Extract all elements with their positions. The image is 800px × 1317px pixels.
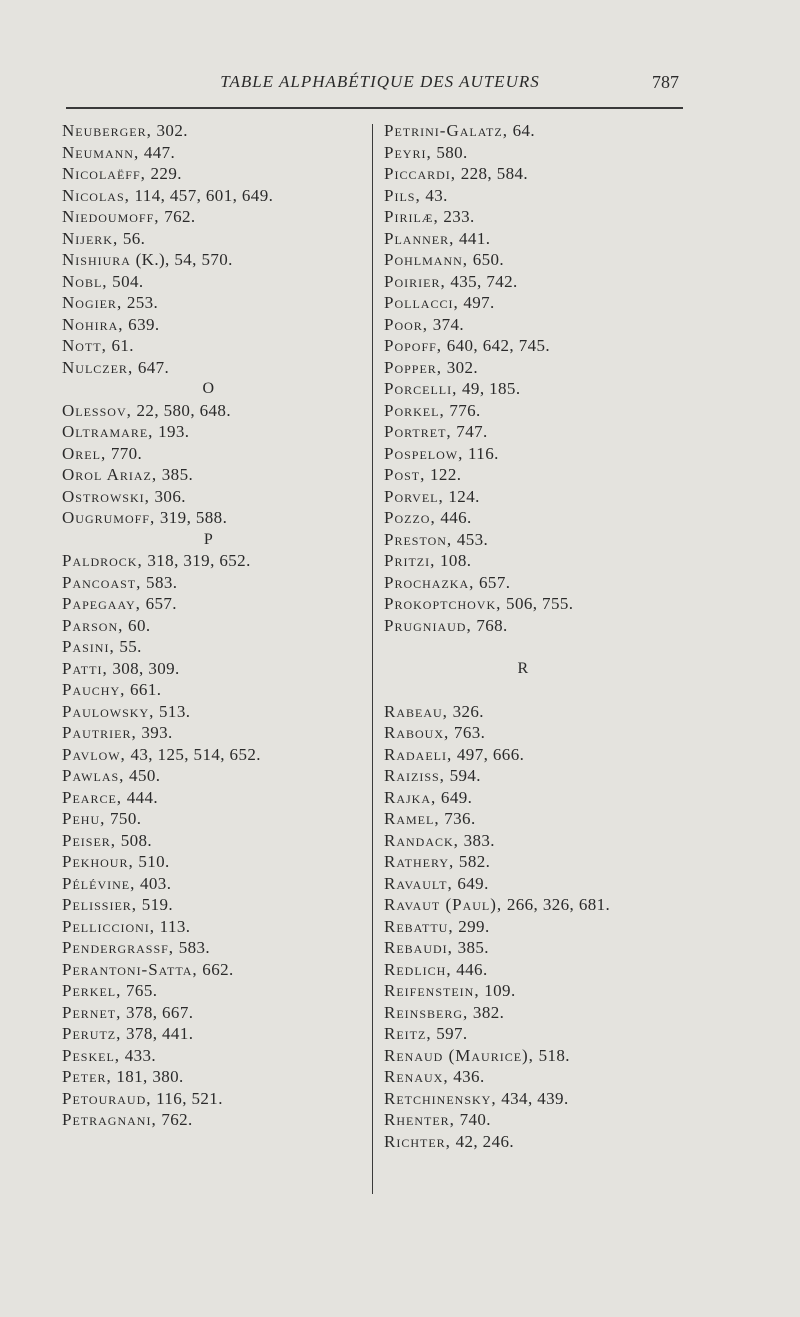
author-name: Peiser, — [62, 830, 117, 850]
index-entry — [62, 1002, 367, 1024]
index-entry — [384, 486, 684, 508]
index-entry — [384, 271, 684, 293]
page-references: 229. — [145, 164, 182, 183]
right-index-column — [384, 120, 684, 1152]
author-name: Poor, — [384, 314, 429, 334]
page-references: 382. — [468, 1002, 505, 1022]
author-name: Pasini, — [62, 637, 115, 656]
author-name: Peter, — [62, 1067, 112, 1086]
index-entry — [62, 486, 367, 508]
index-entry — [62, 1023, 367, 1045]
index-entry — [384, 314, 684, 336]
index-entry — [384, 1023, 684, 1045]
page-references: 662. — [197, 959, 234, 979]
author-name: Nott, — [62, 336, 107, 355]
author-name: Ostrowski, — [62, 486, 150, 506]
author-name: Retchinensky, — [384, 1088, 497, 1108]
page-references: 446. — [435, 508, 472, 527]
page-references: 446. — [451, 959, 488, 979]
author-name: Petouraud, — [62, 1088, 152, 1108]
index-entry — [384, 615, 684, 637]
page-references: 385. — [157, 465, 194, 484]
index-entry — [384, 744, 684, 766]
index-entry — [62, 400, 367, 422]
page-references: 193. — [153, 422, 190, 441]
index-entry — [62, 808, 367, 830]
index-entry — [384, 529, 684, 551]
index-entry — [384, 550, 684, 572]
page-references: 233. — [438, 207, 475, 226]
author-name: Pavlow, — [62, 744, 126, 764]
page-references: 378, 667. — [121, 1002, 194, 1022]
author-name: Nicolas, — [62, 185, 130, 205]
author-name: Pearce, — [62, 787, 123, 807]
author-name: Orol Ariaz, — [62, 465, 158, 484]
author-name: Pélévine, — [62, 873, 136, 893]
author-name: Prochazka, — [384, 572, 475, 592]
author-name: Pernet, — [62, 1002, 122, 1022]
author-name: Popoff, — [384, 336, 443, 355]
page-references: 583. — [141, 572, 178, 592]
index-entry — [62, 206, 367, 228]
page-references: 22, 580, 648. — [131, 400, 231, 420]
index-entry — [62, 1088, 367, 1110]
index-entry — [384, 378, 684, 400]
author-name: Pauchy, — [62, 680, 126, 699]
index-entry — [384, 443, 684, 465]
page-references: 497, 666. — [452, 744, 525, 764]
page-references: 776. — [444, 400, 481, 420]
author-name: Nicolaëff, — [62, 164, 146, 183]
page-references: 750. — [105, 809, 142, 828]
author-name: Pawlas, — [62, 766, 125, 785]
index-entry — [384, 830, 684, 852]
author-name: Nulczer, — [62, 357, 134, 377]
author-name: Porcelli, — [384, 379, 458, 398]
author-name: Ramel, — [384, 809, 440, 828]
header-rule — [66, 107, 683, 109]
author-name: Pospelow, — [384, 443, 464, 463]
page-references: 763. — [449, 723, 486, 742]
author-name: Raiziss, — [384, 766, 445, 785]
author-name: Ougrumoff, — [62, 508, 156, 527]
index-entry — [384, 464, 684, 486]
author-name: Pollacci, — [384, 293, 459, 312]
author-name: Pautrier, — [62, 723, 137, 742]
page-references: 453. — [452, 529, 489, 549]
page-references: 768. — [471, 615, 508, 635]
author-name: Reifenstein, — [384, 981, 480, 1000]
page-references: 506, 755. — [501, 594, 574, 613]
index-entry — [384, 722, 684, 744]
index-entry — [384, 873, 684, 895]
index-entry — [62, 421, 367, 443]
author-name: Pehu, — [62, 809, 106, 828]
page-references: 42, 246. — [450, 1131, 515, 1151]
page-references: 736. — [439, 809, 476, 828]
page-references: 266, 326, 681. — [502, 895, 611, 914]
page-number: 787 — [652, 72, 679, 92]
column-divider — [372, 124, 373, 1194]
index-entry — [62, 572, 367, 594]
index-entry — [62, 701, 367, 723]
index-entry — [384, 787, 684, 809]
index-entry — [62, 894, 367, 916]
page-references: 649. — [452, 873, 489, 893]
page-references: 583. — [174, 938, 211, 957]
index-entry — [62, 744, 367, 766]
author-name: Pelliccioni, — [62, 916, 156, 936]
page-references: 109. — [479, 981, 516, 1000]
page-references: 450. — [124, 766, 161, 785]
author-name: Popper, — [384, 357, 443, 377]
index-entry — [62, 873, 367, 895]
author-name: Rathery, — [384, 852, 455, 871]
author-name: Prokoptchovk, — [384, 594, 502, 613]
index-entry — [62, 142, 367, 164]
author-name: Pils, — [384, 185, 421, 205]
author-name: Radaeli, — [384, 744, 453, 764]
author-name: Piccardi, — [384, 164, 457, 183]
page-references: 302. — [151, 121, 188, 140]
page-references: 299. — [453, 916, 490, 936]
index-entry — [384, 1131, 684, 1153]
index-entry — [62, 851, 367, 873]
index-entry — [384, 959, 684, 981]
author-name: Parson, — [62, 615, 124, 635]
page-references: 43. — [420, 185, 448, 205]
page-references: 497. — [458, 293, 495, 312]
page-references: 433. — [120, 1045, 157, 1065]
page-references: 640, 642, 745. — [442, 336, 551, 355]
index-entry — [62, 464, 367, 486]
page-references: 403. — [135, 873, 172, 893]
index-entry — [62, 722, 367, 744]
author-name: Rebaudi, — [384, 938, 453, 957]
author-name: Oltramare, — [62, 422, 154, 441]
author-name: Redlich, — [384, 959, 452, 979]
page-references: 649. — [436, 787, 473, 807]
author-name: Rajka, — [384, 787, 437, 807]
page-references: 124. — [443, 486, 480, 506]
author-name: Post, — [384, 465, 426, 484]
index-entry — [384, 142, 684, 164]
index-entry — [62, 959, 367, 981]
page-references: 518. — [533, 1045, 570, 1065]
author-name: Olessov, — [62, 400, 132, 420]
author-name: Ravault, — [384, 873, 453, 893]
index-entry — [384, 1002, 684, 1024]
author-name: Renaux, — [384, 1067, 449, 1086]
index-entry — [62, 1045, 367, 1067]
author-name: Petrini-Galatz, — [384, 121, 508, 140]
author-name: Neumann, — [62, 142, 140, 162]
page-references: 650. — [468, 250, 505, 269]
page-references: (K.), 54, 570. — [130, 250, 233, 269]
page-references: 116. — [463, 443, 499, 463]
page-references: 508. — [116, 830, 153, 850]
page-references: 447. — [139, 142, 176, 162]
index-entry — [62, 615, 367, 637]
page-references: 513. — [154, 701, 191, 721]
index-entry — [384, 228, 684, 250]
page-references: 647. — [133, 357, 170, 377]
author-name: Pirilæ, — [384, 207, 439, 226]
index-entry — [384, 421, 684, 443]
author-name: Pohlmann, — [384, 250, 469, 269]
index-entry — [62, 937, 367, 959]
page-references: 49, 185. — [457, 379, 521, 398]
index-entry — [62, 314, 367, 336]
author-name: Portret, — [384, 422, 452, 441]
page-references: 444. — [122, 787, 159, 807]
page-references: 661. — [125, 680, 162, 699]
index-entry — [384, 507, 684, 529]
page-references: 116, 521. — [151, 1088, 223, 1108]
page-references: 657. — [140, 594, 177, 613]
author-name: Reinsberg, — [384, 1002, 469, 1022]
page-references: 253. — [122, 293, 159, 312]
page-references: 639. — [123, 314, 160, 334]
page-references: 504. — [107, 271, 144, 291]
page-references: 385. — [452, 938, 489, 957]
index-entry — [62, 443, 367, 465]
page-references: 762. — [159, 207, 196, 226]
index-entry — [384, 206, 684, 228]
index-entry — [384, 357, 684, 379]
page-references: 597. — [431, 1024, 468, 1043]
left-index-column — [62, 120, 367, 1131]
author-name: Renaud (Maurice), — [384, 1045, 534, 1065]
index-entry — [62, 636, 367, 658]
page-references: 740. — [454, 1110, 491, 1129]
page-references: 55. — [114, 637, 142, 656]
page-references: 43, 125, 514, 652. — [125, 744, 261, 764]
index-entry — [384, 163, 684, 185]
author-name: Prugniaud, — [384, 615, 472, 635]
page-references: 318, 319, 652. — [142, 551, 251, 570]
index-entry — [62, 980, 367, 1002]
author-name: Perutz, — [62, 1024, 122, 1043]
page-references: 580. — [431, 142, 468, 162]
author-name: Porkel, — [384, 400, 445, 420]
author-name: Nohira, — [62, 314, 124, 334]
index-entry — [62, 163, 367, 185]
index-entry — [384, 292, 684, 314]
author-name: Orel, — [62, 443, 107, 463]
section-letter: P — [203, 530, 214, 548]
index-entry — [384, 808, 684, 830]
page-references: 519. — [137, 895, 174, 914]
author-name: Perantoni-Satta, — [62, 959, 198, 979]
index-entry — [62, 271, 367, 293]
index-entry — [62, 593, 367, 615]
author-name: Pritzi, — [384, 551, 436, 570]
page-references: 319, 588. — [155, 508, 228, 527]
index-entry — [384, 937, 684, 959]
section-letter: O — [202, 380, 215, 397]
author-name: Pozzo, — [384, 508, 436, 527]
page-references: 378, 441. — [121, 1024, 194, 1043]
index-entry — [384, 701, 684, 723]
index-entry — [62, 1109, 367, 1131]
index-entry — [62, 1066, 367, 1088]
page-references: 308, 309. — [107, 658, 180, 678]
index-entry — [384, 1045, 684, 1067]
author-name: Pelissier, — [62, 895, 138, 914]
index-entry — [62, 292, 367, 314]
page-references: 383. — [458, 830, 495, 850]
page-references: 434, 439. — [496, 1088, 569, 1108]
author-name: Perkel, — [62, 981, 122, 1000]
index-entry — [62, 830, 367, 852]
page-references: 302. — [442, 357, 479, 377]
index-entry — [62, 658, 367, 680]
page-references: 594. — [444, 766, 481, 785]
index-entry — [384, 335, 684, 357]
author-name: Peskel, — [62, 1045, 121, 1065]
index-entry — [62, 916, 367, 938]
page-references: 113. — [155, 916, 191, 936]
page-references: 765. — [121, 981, 158, 1000]
page-references: 64. — [507, 121, 536, 140]
author-name: Nogier, — [62, 293, 123, 312]
index-entry — [62, 765, 367, 787]
page-references: 393. — [136, 723, 173, 742]
index-entry — [62, 507, 367, 529]
page-references: 441. — [454, 228, 491, 248]
index-entry — [384, 1066, 684, 1088]
author-name: Raboux, — [384, 723, 450, 742]
author-name: Preston, — [384, 529, 453, 549]
index-entry — [62, 120, 367, 142]
author-name: Rhenter, — [384, 1110, 455, 1129]
author-name: Peyri, — [384, 142, 432, 162]
index-entry — [62, 228, 367, 250]
index-entry — [384, 980, 684, 1002]
author-name: Neuberger, — [62, 121, 152, 140]
index-entry — [384, 1109, 684, 1131]
page-references: 56. — [118, 228, 146, 248]
author-name: Paldrock, — [62, 551, 143, 570]
author-name: Niedoumoff, — [62, 207, 160, 226]
page-references: 326. — [447, 701, 484, 721]
page-references: 762. — [156, 1110, 193, 1129]
author-name: Poirier, — [384, 271, 446, 291]
author-name: Ravaut (Paul), — [384, 895, 503, 914]
index-entry — [62, 787, 367, 809]
author-name: Planner, — [384, 228, 455, 248]
author-name: Papegaay, — [62, 594, 141, 613]
author-name: Nobl, — [62, 271, 108, 291]
page-references: 582. — [454, 852, 491, 871]
author-name: Porvel, — [384, 486, 444, 506]
index-entry — [62, 335, 367, 357]
author-name: Patti, — [62, 658, 108, 678]
page-references: 181, 380. — [111, 1067, 184, 1086]
index-entry — [62, 550, 367, 572]
index-entry — [384, 894, 684, 916]
page-references: 770. — [106, 443, 143, 463]
index-entry — [384, 400, 684, 422]
section-letter: R — [517, 659, 529, 677]
page-references: 108. — [435, 551, 472, 570]
index-entry — [384, 593, 684, 615]
author-name: Rabeau, — [384, 701, 448, 721]
page-references: 510. — [133, 852, 170, 871]
author-name: Petragnani, — [62, 1110, 157, 1129]
page-references: 306. — [149, 486, 186, 506]
author-name: Richter, — [384, 1131, 451, 1151]
page-references: 114, 457, 601, 649. — [129, 185, 274, 205]
page-references: 657. — [474, 572, 511, 592]
author-name: Pekhour, — [62, 852, 134, 871]
index-entry — [384, 1088, 684, 1110]
author-name: Nishiura — [62, 250, 131, 269]
page-references: 122. — [425, 465, 462, 484]
author-name: Rebattu, — [384, 916, 454, 936]
page-references: 61. — [106, 336, 134, 355]
index-entry — [384, 185, 684, 207]
index-entry — [384, 120, 684, 142]
spacer — [384, 679, 684, 701]
index-entry — [62, 679, 367, 701]
page-references: 435, 742. — [445, 271, 518, 291]
index-entry — [384, 249, 684, 271]
author-name: Randack, — [384, 830, 459, 850]
page-references: 374. — [428, 314, 465, 334]
index-entry — [384, 851, 684, 873]
spacer — [384, 636, 684, 658]
page-references: 436. — [448, 1067, 485, 1086]
index-entry — [384, 916, 684, 938]
author-name: Nijerk, — [62, 228, 119, 248]
index-entry — [62, 249, 367, 271]
page-references: 60. — [123, 615, 151, 635]
index-entry — [62, 185, 367, 207]
page-references: 747. — [451, 422, 488, 441]
index-entry — [62, 357, 367, 379]
author-name: Pancoast, — [62, 572, 142, 592]
page-header-title: TABLE ALPHABÉTIQUE DES AUTEURS — [220, 72, 540, 91]
index-entry — [384, 572, 684, 594]
author-name: Paulowsky, — [62, 701, 155, 721]
author-name: Reitz, — [384, 1024, 432, 1043]
page-references: 228, 584. — [456, 164, 529, 183]
index-entry — [384, 765, 684, 787]
author-name: Pendergrassf, — [62, 938, 175, 957]
